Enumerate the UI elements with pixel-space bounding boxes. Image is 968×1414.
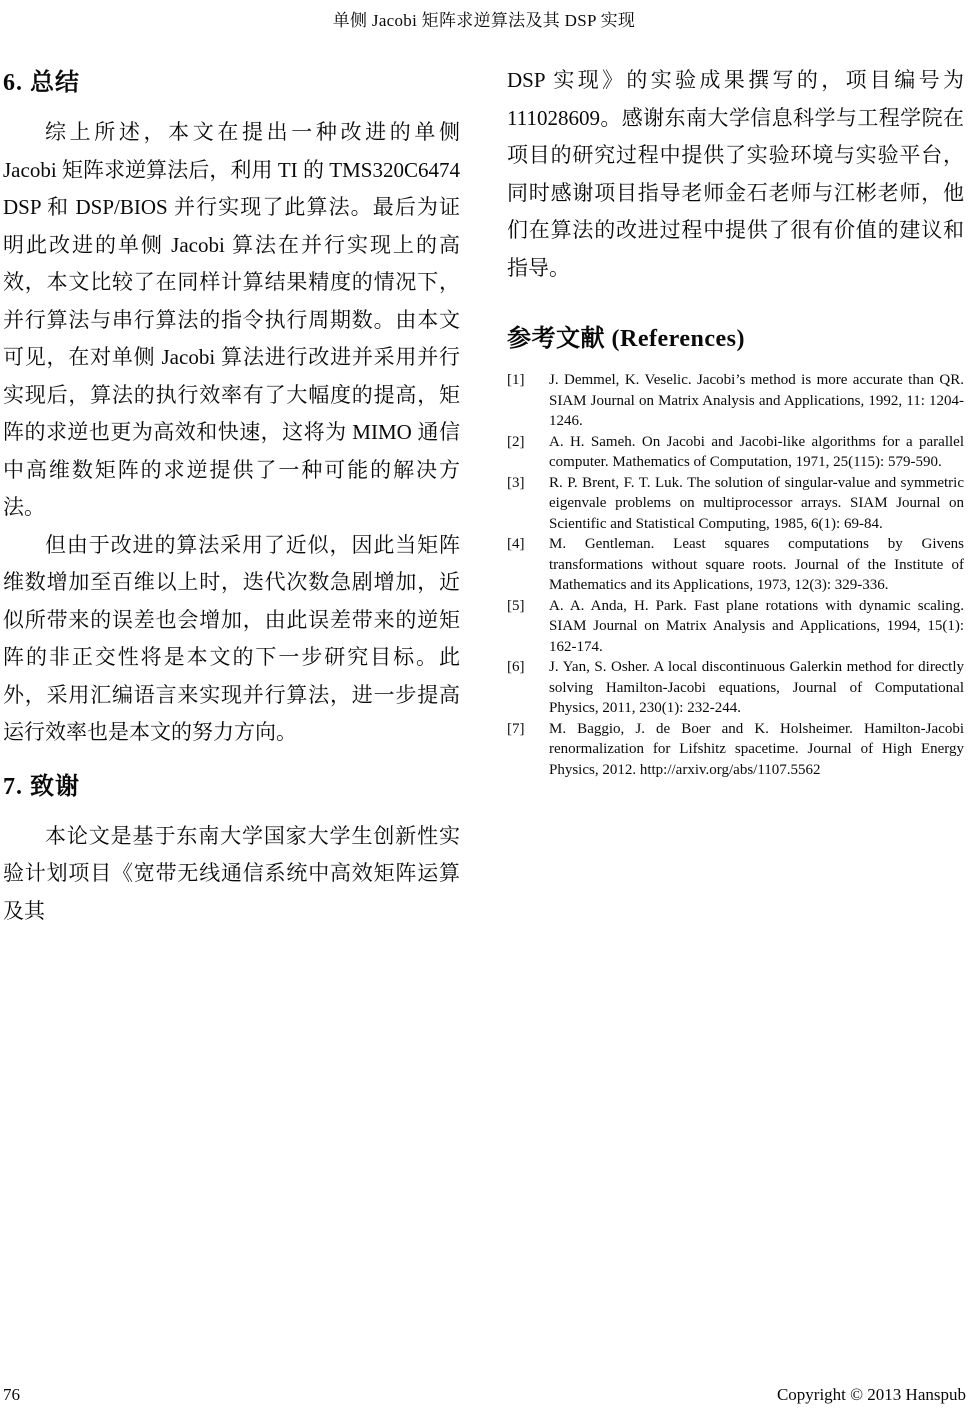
reference-text: M. Baggio, J. de Boer and K. Holsheimer. Hamilton-Jacobi renormalization for Lifshitz spacetime. Journal of High Energy Physics, 2012. http://arxiv.org/abs/1107.5562 [549, 720, 964, 778]
copyright-notice: Copyright © 2013 Hanspub [776, 1385, 966, 1404]
reference-item [507, 719, 964, 781]
references-heading-en: (References) [611, 326, 745, 352]
reference-number: [5] [507, 597, 525, 614]
reference-number: [6] [507, 659, 525, 675]
references-heading-zh: 参考文献 [507, 326, 605, 352]
reference-item [507, 432, 964, 473]
reference-item [507, 657, 964, 719]
running-head-title: 单侧 Jacobi 矩阵求逆算法及其 DSP 实现 [332, 11, 636, 30]
reference-text: A. A. Anda, H. Park. Fast plane rotations with dynamic scaling. SIAM Journal on Matrix Analysis and Applications, 1994, 15(1): 162-174. [549, 597, 964, 655]
reference-number: [3] [507, 474, 525, 491]
page-footer [3, 1385, 966, 1405]
acknowledgement-paragraph-right: DSP 实现》的实验成果撰写的，项目编号为 111028609。感谢东南大学信息科学与工程学院在项目的研究过程中提供了实验环境与实验平台，同时感谢项目指导老师金石老师与江彬老师，他们在算法的改进过程中提供了很有价值的建议和指导。 [507, 68, 964, 280]
section-heading-summary: 6. 总结 [3, 70, 80, 96]
reference-text: J. Demmel, K. Veselic. Jacobi’s method is more accurate than QR. SIAM Journal on Matrix Analysis and Applications, 1992, 11: 1204-1246. [549, 372, 964, 429]
reference-item [507, 534, 964, 596]
reference-item [507, 473, 964, 535]
reference-number: [1] [507, 372, 525, 388]
reference-number: [4] [507, 536, 525, 552]
right-column [507, 62, 964, 930]
reference-item [507, 596, 964, 658]
reference-text: R. P. Brent, F. T. Luk. The solution of singular-value and symmetric eigenvale problems on multiprocessor arrays. SIAM Journal on Scientific and Statistical Computing, 1985, 6(1): 69-84. [549, 474, 964, 532]
reference-item [507, 370, 964, 432]
reference-text: M. Gentleman. Least squares computations by Givens transformations without square roots. Journal of the Institute of Mathematics and its Applications, 1973, 12(3): 329-336. [549, 536, 964, 593]
acknowledgement-paragraph-left: 本论文是基于东南大学国家大学生创新性实验计划项目《宽带无线通信系统中高效矩阵运算及其 [3, 823, 460, 923]
two-column-layout [0, 31, 968, 930]
reference-text: A. H. Sameh. On Jacobi and Jacobi-like algorithms for a parallel computer. Mathematics of Computation, 1971, 25(115): 579-590. [549, 433, 964, 470]
section-heading-acknowledgement: 7. 致谢 [3, 773, 80, 800]
reference-number: [2] [507, 433, 525, 450]
references-list [507, 370, 964, 780]
summary-paragraph-2: 但由于改进的算法采用了近似，因此当矩阵维数增加至百维以上时，迭代次数急剧增加，近似所带来的误差也会增加，由此误差带来的逆矩阵的非正交性将是本文的下一步研究目标。此外，采用汇编语言来实现并行算法，进一步提高运行效率也是本文的努力方向。 [3, 532, 460, 744]
reference-text: J. Yan, S. Osher. A local discontinuous Galerkin method for directly solving Hamilton-Jacobi equations, Journal of Computational Physics, 2011, 230(1): 232-244. [549, 659, 964, 716]
summary-paragraph-1: 综上所述，本文在提出一种改进的单侧 Jacobi 矩阵求逆算法后，利用 TI 的 TMS320C6474 DSP 和 DSP/BIOS 并行实现了此算法。最后为证明此改进的单侧 Jacobi 算法在并行实现上的高效，本文比较了在同样计算结果精度的情况下，并行算法与串行算法的指令执行周期数。由本文可见，在对单侧 Jacobi 算法进行改进并采用并行实现后，算法的执行效率有了大幅度的提高，矩阵的求逆也更为高效和快速，这将为 MIMO 通信中高维数矩阵的求逆提供了一种可能的解决方法。 [3, 120, 460, 519]
page-number: 76 [3, 1385, 20, 1404]
left-column [3, 62, 460, 930]
references-heading [507, 318, 964, 353]
reference-number: [7] [507, 720, 525, 737]
